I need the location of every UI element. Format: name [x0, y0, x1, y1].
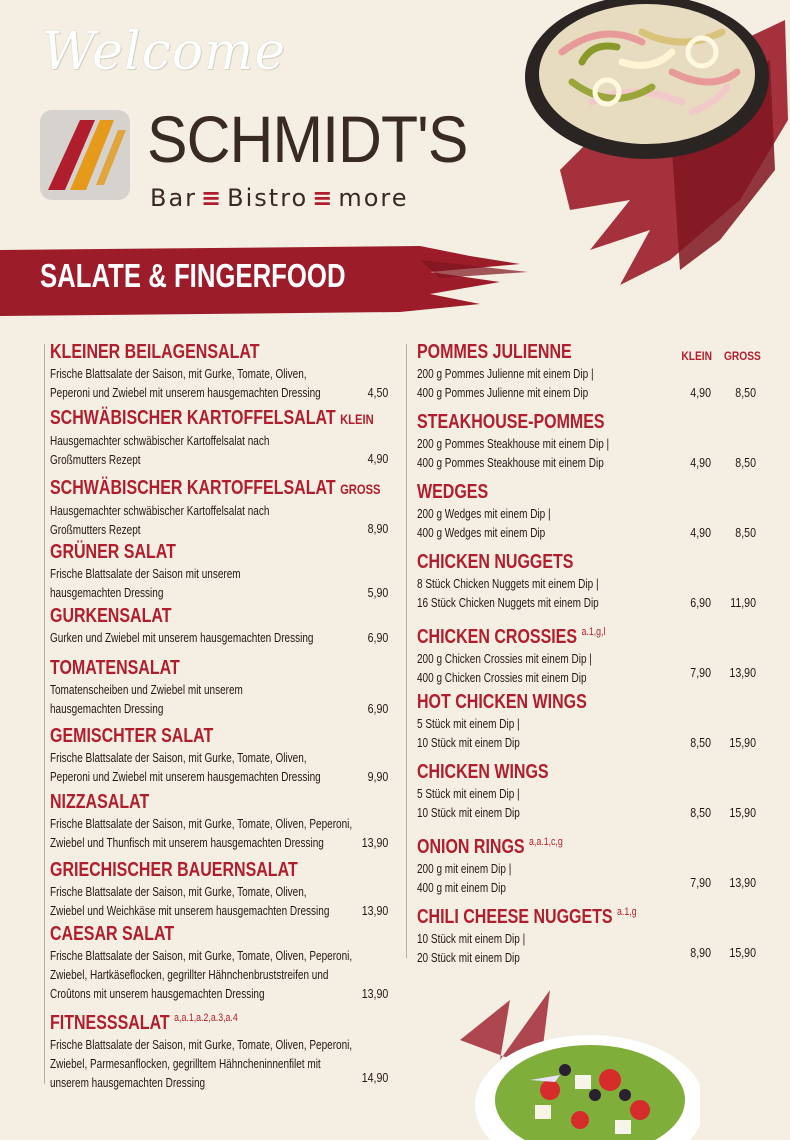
- price-large: 15,90: [729, 736, 756, 750]
- item-size: KLEIN: [340, 411, 374, 427]
- item-price: 13,90: [361, 904, 388, 918]
- item-price: 5,90: [367, 586, 388, 600]
- item-name: [417, 550, 693, 575]
- item-description: Peperoni und Zwiebel mit unserem hausgemachten Dressing: [50, 386, 321, 400]
- item-description: Zwiebel, Hartkäseflocken, gegrillter Hähnchenbruststreifen und: [50, 968, 329, 982]
- allergen-codes: a.1,g,l: [581, 626, 606, 638]
- item-title: ONION RINGS: [417, 836, 525, 858]
- separator-icon: ≡: [201, 184, 224, 212]
- menu-item: [50, 406, 390, 470]
- item-price: 14,90: [361, 1071, 388, 1085]
- item-title: SCHWÄBISCHER KARTOFFELSALAT: [50, 477, 336, 499]
- item-title: GURKENSALAT: [50, 605, 172, 627]
- item-name: [50, 604, 322, 629]
- item-description: 200 g mit einem Dip |: [417, 862, 512, 876]
- item-name: [50, 922, 322, 947]
- separator-icon: ≡: [312, 184, 335, 212]
- item-name: [50, 476, 381, 502]
- allergen-codes: a,a.1,a.2,a.3,a.4: [174, 1012, 238, 1024]
- item-title: GRÜNER SALAT: [50, 541, 176, 563]
- price-large: 8,50: [735, 526, 756, 540]
- price-large: 15,90: [729, 946, 756, 960]
- item-description: unserem hausgemachten Dressing: [50, 1076, 206, 1090]
- item-name: [50, 858, 322, 883]
- menu-item: [417, 830, 762, 898]
- item-description: Frische Blattsalate der Saison, mit Gurke, Tomate, Oliven,: [50, 885, 307, 899]
- item-name: [50, 790, 322, 815]
- item-description: Frische Blattsalate der Saison, mit Gurke, Tomate, Oliven,: [50, 367, 307, 381]
- item-description: Frische Blattsalate der Saison, mit Gurke, Tomate, Oliven, Peperoni,: [50, 1038, 353, 1052]
- item-description: Zwiebel, Parmesanflocken, gegrilltem Hähncheninnenfilet mit: [50, 1057, 321, 1071]
- item-title: WEDGES: [417, 481, 489, 503]
- tagline-more: more: [338, 184, 409, 212]
- menu-item: [417, 900, 762, 968]
- item-description: 400 g Chicken Crossies mit einem Dip: [417, 671, 587, 685]
- allergen-codes: a,a.1,c,g: [529, 836, 563, 848]
- item-title: FITNESSSALAT: [50, 1012, 170, 1034]
- item-title: CHICKEN CROSSIES: [417, 626, 578, 648]
- item-description: 200 g Chicken Crossies mit einem Dip |: [417, 652, 592, 666]
- menu-item: [50, 724, 390, 787]
- menu-item: [417, 620, 762, 688]
- item-description: Hausgemachter schwäbischer Kartoffelsalat nach: [50, 504, 270, 518]
- item-description: Frische Blattsalate der Saison, mit Gurke, Tomate, Oliven, Peperoni,: [50, 949, 353, 963]
- item-price: 8,90: [367, 522, 388, 536]
- item-description: Großmutters Rezept: [50, 453, 141, 467]
- price-small: 8,90: [690, 946, 711, 960]
- item-title: HOT CHICKEN WINGS: [417, 691, 587, 713]
- item-name: [50, 540, 322, 565]
- menu-item: [417, 550, 762, 613]
- price-small: 4,90: [690, 526, 711, 540]
- item-description: 16 Stück Chicken Nuggets mit einem Dip: [417, 596, 599, 610]
- item-price: 6,90: [367, 631, 388, 645]
- item-name: [50, 656, 322, 681]
- item-description: Zwiebel und Thunfisch mit unserem hausgemachten Dressing: [50, 836, 324, 850]
- item-description: Frische Blattsalate der Saison mit unserem: [50, 567, 241, 581]
- item-name: [417, 760, 693, 785]
- item-title: GRIECHISCHER BAUERNSALAT: [50, 859, 298, 881]
- price-small: 4,90: [690, 386, 711, 400]
- item-name: [417, 480, 693, 505]
- item-name: [417, 690, 693, 715]
- menu-item: [417, 410, 762, 473]
- price-small: 8,50: [690, 806, 711, 820]
- item-size: GROSS: [340, 481, 381, 497]
- price-small: 8,50: [690, 736, 711, 750]
- item-name: [50, 1006, 322, 1036]
- tagline-bar: Bar: [150, 184, 198, 212]
- menu-item: [417, 340, 762, 403]
- price-large: 8,50: [735, 386, 756, 400]
- greek-salad-bowl-image: [440, 980, 700, 1140]
- item-description: Croûtons mit unserem hausgemachten Dressing: [50, 987, 265, 1001]
- price-small: 7,90: [690, 666, 711, 680]
- item-title: CHILI CHEESE NUGGETS: [417, 906, 613, 928]
- item-description: Gurken und Zwiebel mit unserem hausgemachten Dressing: [50, 631, 314, 645]
- header-gross: GROSS: [724, 349, 761, 363]
- price-small: 6,90: [690, 596, 711, 610]
- item-title: STEAKHOUSE-POMMES: [417, 411, 605, 433]
- item-name: [417, 830, 693, 860]
- item-price: 4,50: [367, 386, 388, 400]
- price-large: 13,90: [729, 876, 756, 890]
- item-name: [417, 900, 693, 930]
- menu-item: [50, 922, 390, 1004]
- item-description: 200 g Wedges mit einem Dip |: [417, 507, 551, 521]
- price-small: 4,90: [690, 456, 711, 470]
- item-description: Tomatenscheiben und Zwiebel mit unserem: [50, 683, 243, 697]
- menu-item: [50, 858, 390, 921]
- item-price: 13,90: [361, 836, 388, 850]
- item-description: 8 Stück Chicken Nuggets mit einem Dip |: [417, 577, 599, 591]
- item-description: Hausgemachter schwäbischer Kartoffelsalat nach: [50, 434, 270, 448]
- item-description: 10 Stück mit einem Dip |: [417, 932, 526, 946]
- item-description: 400 g Pommes Steakhouse mit einem Dip: [417, 456, 604, 470]
- allergen-codes: a.1,g: [617, 906, 637, 918]
- item-description: 400 g Wedges mit einem Dip: [417, 526, 546, 540]
- price-large: 8,50: [735, 456, 756, 470]
- menu-item: [50, 604, 390, 648]
- left-rule: [44, 344, 45, 1084]
- item-description: hausgemachten Dressing: [50, 702, 164, 716]
- item-description: 10 Stück mit einem Dip: [417, 806, 520, 820]
- menu-item: [417, 760, 762, 823]
- price-small: 7,90: [690, 876, 711, 890]
- menu-item: [50, 656, 390, 719]
- menu-item: [50, 790, 390, 853]
- item-name: [50, 724, 322, 749]
- item-description: 200 g Pommes Steakhouse mit einem Dip |: [417, 437, 610, 451]
- price-large: 13,90: [729, 666, 756, 680]
- item-title: CAESAR SALAT: [50, 923, 175, 945]
- menu-item: [50, 476, 390, 540]
- wurstsalat-bowl-image: [522, 0, 772, 162]
- item-description: Peperoni und Zwiebel mit unserem hausgemachten Dressing: [50, 770, 321, 784]
- item-description: 400 g mit einem Dip: [417, 881, 506, 895]
- item-name: [417, 620, 693, 650]
- price-large: 15,90: [729, 806, 756, 820]
- item-price: 13,90: [361, 987, 388, 1001]
- item-name: [417, 410, 693, 435]
- item-description: 20 Stück mit einem Dip: [417, 951, 520, 965]
- brand-name: SCHMIDT'S: [147, 102, 468, 176]
- menu-item: [50, 340, 390, 403]
- section-title: SALATE & FINGERFOOD: [40, 257, 346, 294]
- item-title: TOMATENSALAT: [50, 657, 180, 679]
- item-title: NIZZASALAT: [50, 791, 150, 813]
- item-name: [50, 406, 374, 432]
- item-description: 200 g Pommes Julienne mit einem Dip |: [417, 367, 594, 381]
- item-name: [50, 340, 322, 365]
- tagline-bistro: Bistro: [227, 184, 309, 212]
- column-divider: [406, 344, 407, 958]
- item-description: 5 Stück mit einem Dip |: [417, 787, 520, 801]
- item-price: 6,90: [367, 702, 388, 716]
- header-klein: KLEIN: [681, 349, 712, 363]
- menu-item: [417, 480, 762, 543]
- item-name: [417, 340, 693, 365]
- price-large: 11,90: [730, 596, 756, 610]
- brand-logo-icon: [40, 110, 130, 200]
- item-price: 9,90: [367, 770, 388, 784]
- item-description: Frische Blattsalate der Saison, mit Gurke, Tomate, Oliven,: [50, 751, 307, 765]
- item-title: SCHWÄBISCHER KARTOFFELSALAT: [50, 407, 336, 429]
- item-description: 5 Stück mit einem Dip |: [417, 717, 520, 731]
- item-title: CHICKEN NUGGETS: [417, 551, 574, 573]
- item-description: 400 g Pommes Julienne mit einem Dip: [417, 386, 589, 400]
- item-description: Frische Blattsalate der Saison, mit Gurke, Tomate, Oliven, Peperoni,: [50, 817, 353, 831]
- item-price: 4,90: [367, 452, 388, 466]
- item-description: Zwiebel und Weichkäse mit unserem hausgemachten Dressing: [50, 904, 330, 918]
- item-description: 10 Stück mit einem Dip: [417, 736, 520, 750]
- menu-item: [50, 540, 390, 603]
- brand-tagline: [150, 184, 409, 212]
- welcome-script: Welcome: [42, 22, 287, 82]
- item-title: GEMISCHTER SALAT: [50, 725, 214, 747]
- item-title: KLEINER BEILAGENSALAT: [50, 341, 260, 363]
- item-description: hausgemachten Dressing: [50, 586, 164, 600]
- menu-item: [417, 690, 762, 753]
- menu-item: [50, 1006, 390, 1093]
- item-description: Großmutters Rezept: [50, 523, 141, 537]
- item-title: POMMES JULIENNE: [417, 341, 572, 363]
- item-title: CHICKEN WINGS: [417, 761, 549, 783]
